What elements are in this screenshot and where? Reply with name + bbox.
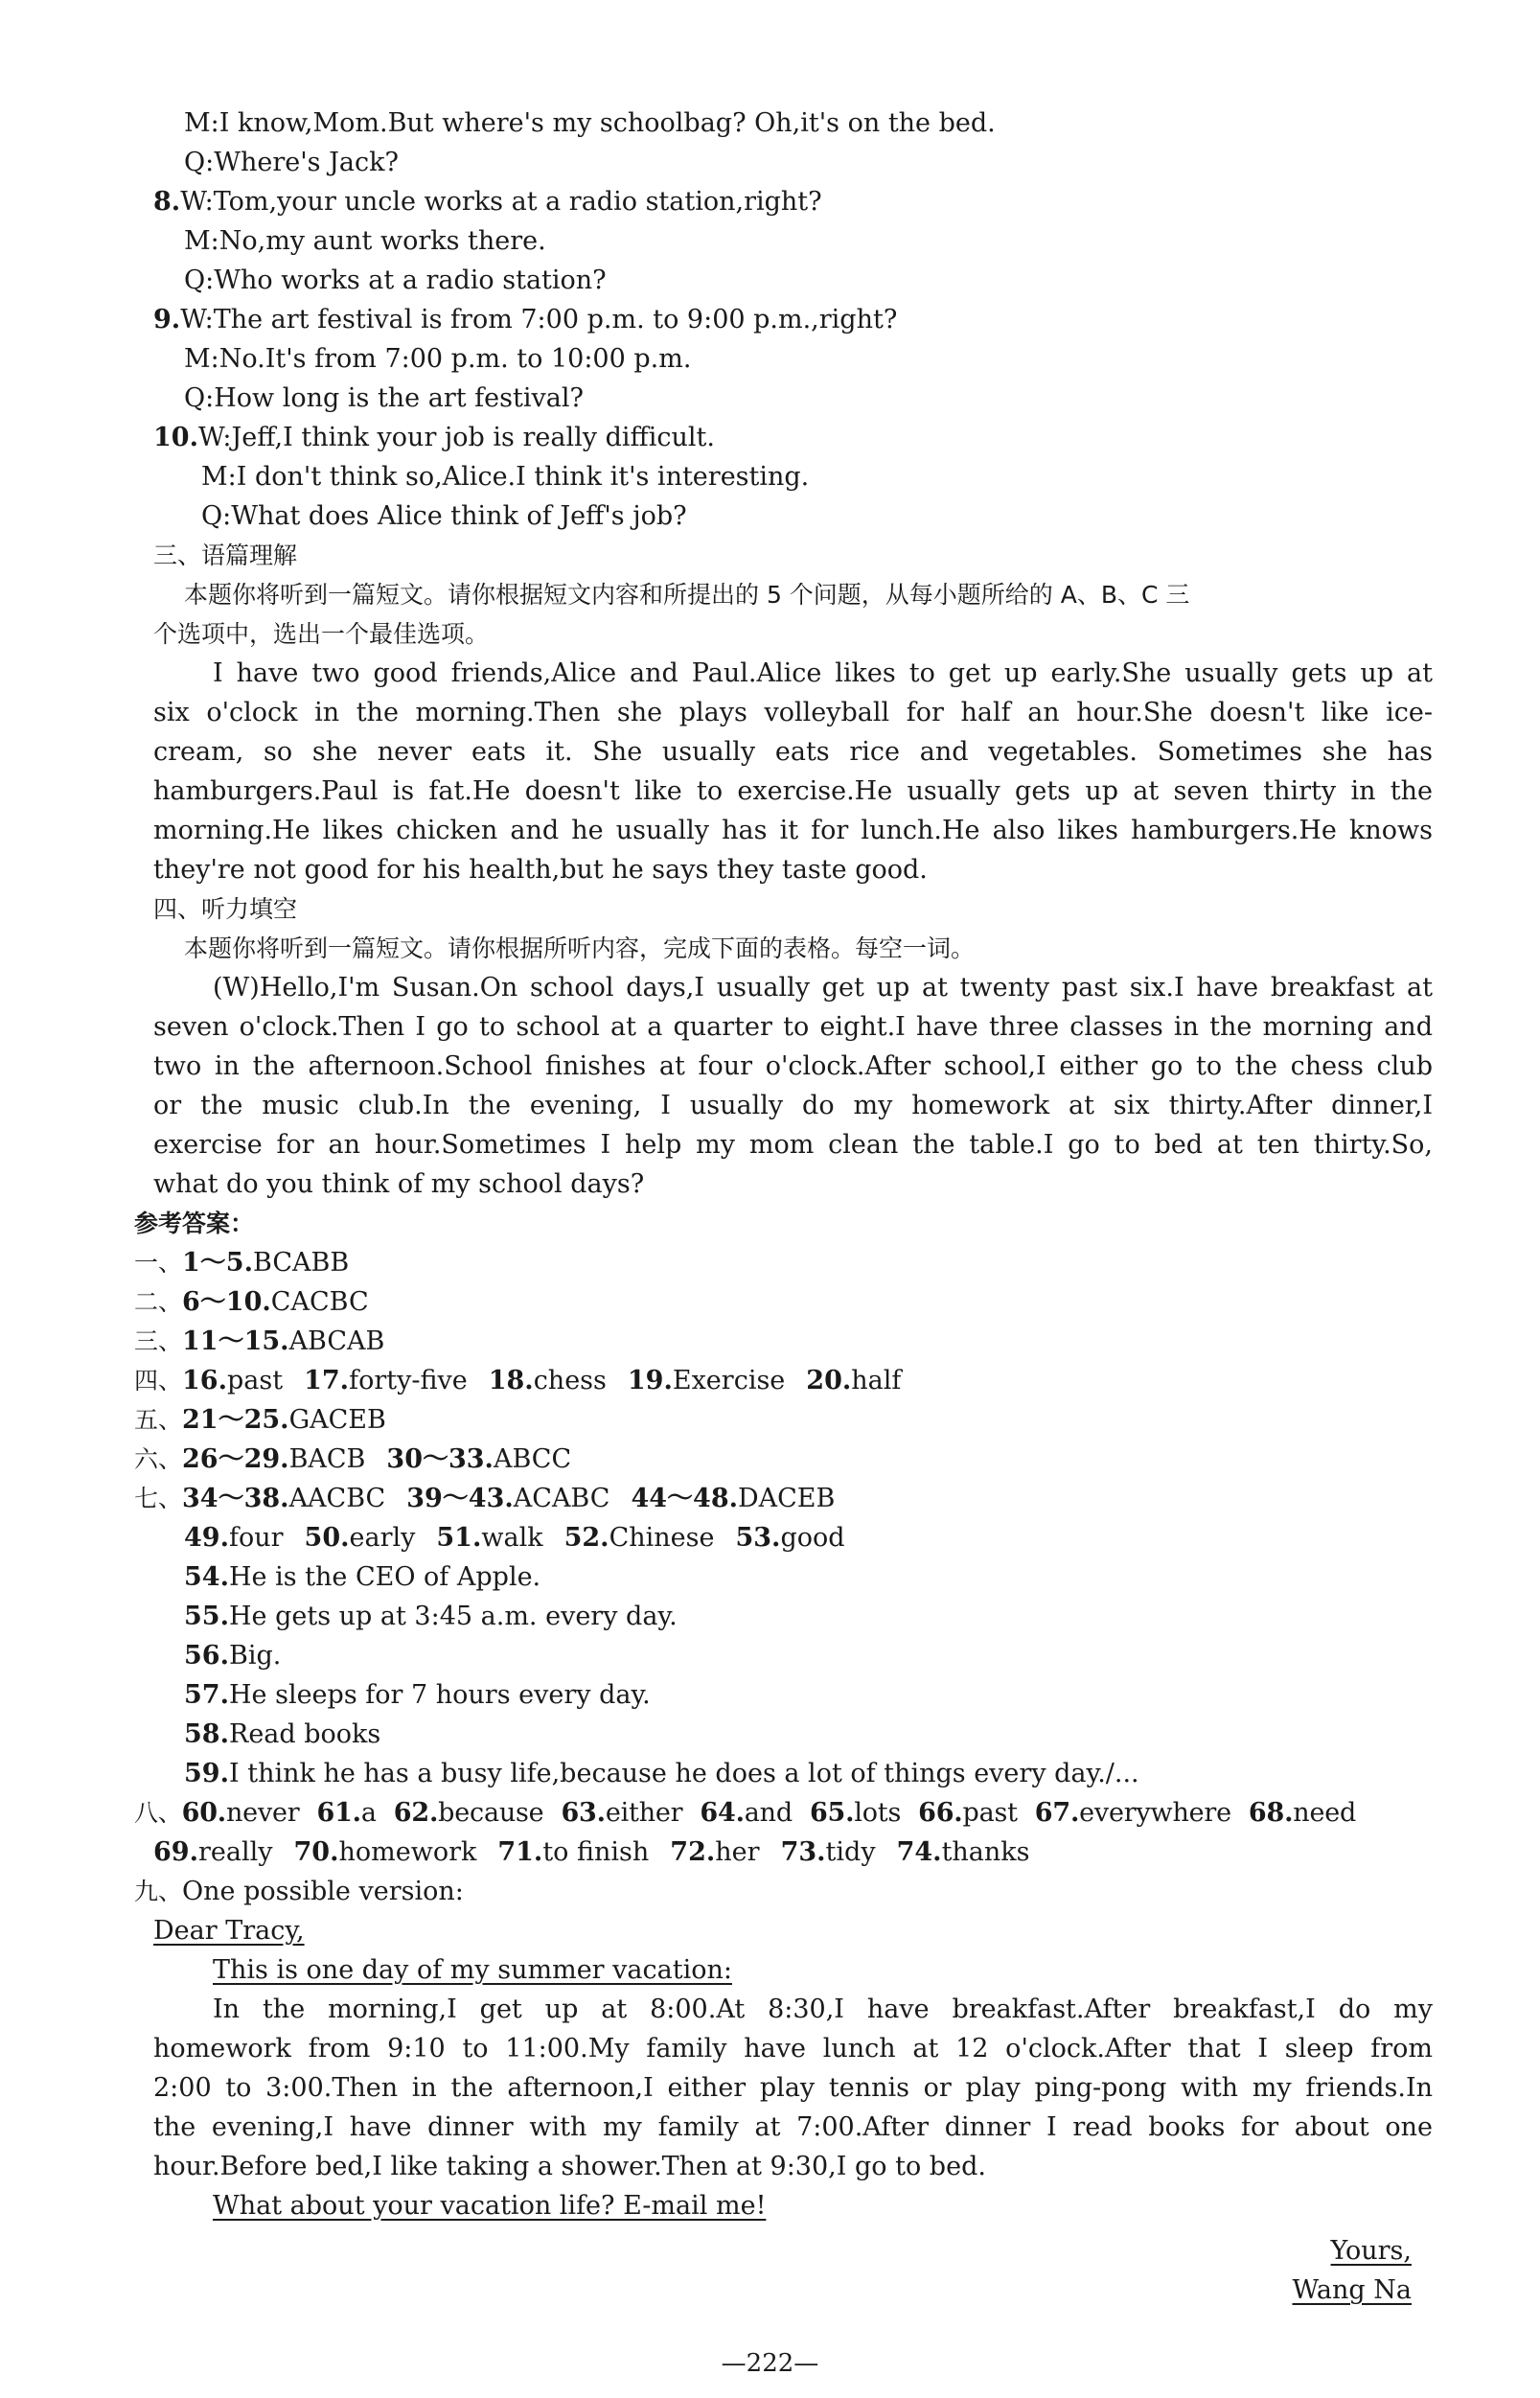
dialog-9-w (153, 300, 1433, 339)
dialog-10-w (153, 418, 1433, 457)
letter-yours: Yours, (1330, 2236, 1412, 2266)
dialog-line: M:I know,Mom.But where's my schoolbag? Oh,it's on the bed. (184, 108, 996, 138)
answers-heading: 参考答案： (134, 1210, 255, 1237)
answer-long: 55.He gets up at 3:45 a.m. every day. (184, 1602, 678, 1631)
dialog-line: Q:Where's Jack? (184, 148, 399, 177)
answer-row-3: 三、11～15.ABCAB (134, 1326, 385, 1356)
answer-row-2: 二、6～10.CACBC (134, 1287, 369, 1317)
answer-long: 54.He is the CEO of Apple. (184, 1562, 541, 1592)
answer-long: 56.Big. (184, 1641, 282, 1671)
dialog-text: W:Jeff,I think your job is really difficult. (197, 423, 715, 452)
letter-body-line: In the morning,I get up at 8:00.At 8:30,I have breakfast.After breakfast,I do my (213, 1994, 1433, 2024)
section-4-instruction: 本题你将听到一篇短文。请你根据所听内容，完成下面的表格。每空一词。 (184, 934, 976, 962)
passage-line: or the music club.In the evening, I usually do my homework at six thirty.After dinner,I (153, 1091, 1433, 1120)
letter-signature: Wang Na (1292, 2275, 1412, 2305)
answer-row-8: 八、60.never 61.a 62.because 63.either 64.and 65.lots 66.past 67.everywhere 68.need (134, 1798, 1357, 1828)
dialog-8-w (153, 182, 1433, 221)
passage-line: (W)Hello,I'm Susan.On school days,I usually get up at twenty past six.I have breakfast at (213, 973, 1433, 1003)
letter-closing: What about your vacation life? E-mail me! (213, 2191, 767, 2221)
passage-line: two in the afternoon.School finishes at four o'clock.After school,I either go to the chess club (153, 1051, 1433, 1081)
section-3-heading: 三、语篇理解 (153, 542, 298, 569)
item-number: 10. (153, 423, 198, 452)
passage-line: I have two good friends,Alice and Paul.Alice likes to get up early.She usually gets up at (213, 658, 1433, 688)
dialog-9-m: M:No.It's from 7:00 p.m. to 10:00 p.m. (184, 344, 692, 374)
answer-long: 58.Read books (184, 1719, 381, 1749)
answer-row-4: 四、16.past 17.forty-five 18.chess 19.Exercise 20.half (134, 1366, 902, 1395)
passage-line: what do you think of my school days? (153, 1169, 645, 1199)
letter-body-line: the evening,I have dinner with my family at 7:00.After dinner I read books for about one (153, 2112, 1433, 2142)
answer-row-5: 五、21～25.GACEB (134, 1405, 386, 1435)
section-4-heading: 四、听力填空 (153, 895, 298, 923)
passage-line: six o'clock in the morning.Then she plays volleyball for half an hour.She doesn't like ice- (153, 698, 1433, 727)
letter-body-line: homework from 9:10 to 11:00.My family have lunch at 12 o'clock.After that I sleep from (153, 2034, 1433, 2064)
passage-line: they're not good for his health,but he says they taste good. (153, 855, 928, 885)
letter-body-line: hour.Before bed,I like taking a shower.Then at 9:30,I go to bed. (153, 2152, 986, 2181)
answer-row-6: 六、26～29.BACB 30～33.ABCC (134, 1444, 572, 1474)
section-3-instruction: 本题你将听到一篇短文。请你根据短文内容和所提出的 5 个问题，从每小题所给的 A、B、C 三 (184, 581, 1190, 609)
answer-long: 57.He sleeps for 7 hours every day. (184, 1680, 651, 1710)
answer-long: 59.I think he has a busy life,because he does a lot of things every day./... (184, 1759, 1139, 1788)
item-number: 9. (153, 305, 181, 334)
passage-line: hamburgers.Paul is fat.He doesn't like to exercise.He usually gets up at seven thirty in the (153, 776, 1433, 806)
section-3-instruction: 个选项中，选出一个最佳选项。 (153, 620, 490, 648)
letter-opening: This is one day of my summer vacation: (213, 1955, 732, 1985)
letter-body-line: 2:00 to 3:00.Then in the afternoon,I either play tennis or play ping-pong with my friends.In (153, 2073, 1433, 2103)
passage-line: exercise for an hour.Sometimes I help my mom clean the table.I go to bed at ten thirty.So, (153, 1130, 1433, 1160)
dialog-8-m: M:No,my aunt works there. (184, 226, 546, 256)
item-number: 8. (153, 187, 181, 217)
answer-row-1: 一、1～5.BCABB (134, 1248, 350, 1278)
answer-row-9: 九、One possible version: (134, 1877, 464, 1906)
passage-line: cream, so she never eats it. She usually eats rice and vegetables. Sometimes she has (153, 737, 1433, 767)
dialog-text: W:Tom,your uncle works at a radio station,right? (180, 187, 822, 217)
dialog-8-q: Q:Who works at a radio station? (184, 265, 607, 295)
page-number: —222— (721, 2349, 819, 2378)
dialog-9-q: Q:How long is the art festival? (184, 383, 584, 413)
answer-row-7b: 49.four 50.early 51.walk 52.Chinese 53.good (184, 1523, 845, 1553)
dialog-10-m: M:I don't think so,Alice.I think it's interesting. (201, 462, 810, 492)
passage-line: seven o'clock.Then I go to school at a quarter to eight.I have three classes in the morning and (153, 1012, 1433, 1042)
answer-row-7: 七、34～38.AACBC 39～43.ACABC 44～48.DACEB (134, 1484, 836, 1513)
letter-greeting: Dear Tracy, (153, 1916, 305, 1946)
answer-row-8b: 69.really 70.homework 71.to finish 72.her 73.tidy 74.thanks (153, 1837, 1030, 1867)
dialog-text: W:The art festival is from 7:00 p.m. to 9:00 p.m.,right? (180, 305, 898, 334)
page-content (134, 104, 1433, 2310)
dialog-10-q: Q:What does Alice think of Jeff's job? (201, 501, 687, 531)
passage-line: morning.He likes chicken and he usually has it for lunch.He also likes hamburgers.He knows (153, 816, 1433, 845)
